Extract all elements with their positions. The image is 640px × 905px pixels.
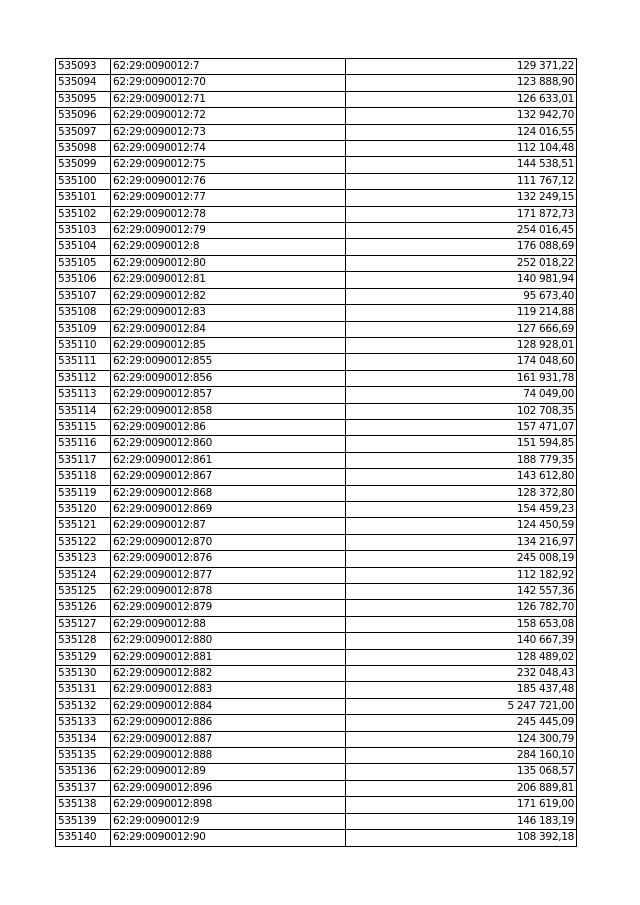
cadastral-value-cell: 142 557,36 <box>346 584 577 600</box>
table-row <box>56 387 577 403</box>
cadastral-number-cell: 62:29:0090012:9 <box>111 813 346 829</box>
table-row <box>56 551 577 567</box>
table-row <box>56 337 577 353</box>
row-id-cell: 535121 <box>56 518 111 534</box>
row-id-cell: 535132 <box>56 698 111 714</box>
cadastral-value-cell: 126 633,01 <box>346 91 577 107</box>
cadastral-number-cell: 62:29:0090012:881 <box>111 649 346 665</box>
cadastral-value-cell: 140 981,94 <box>346 272 577 288</box>
row-id-cell: 535133 <box>56 715 111 731</box>
cadastral-value-cell: 171 619,00 <box>346 797 577 813</box>
cadastral-number-cell: 62:29:0090012:879 <box>111 600 346 616</box>
table-row <box>56 124 577 140</box>
table-row <box>56 370 577 386</box>
cadastral-number-cell: 62:29:0090012:868 <box>111 485 346 501</box>
cadastral-number-cell: 62:29:0090012:81 <box>111 272 346 288</box>
cadastral-value-cell: 158 653,08 <box>346 616 577 632</box>
cadastral-number-cell: 62:29:0090012:82 <box>111 288 346 304</box>
cadastral-number-cell: 62:29:0090012:856 <box>111 370 346 386</box>
row-id-cell: 535114 <box>56 403 111 419</box>
cadastral-number-cell: 62:29:0090012:87 <box>111 518 346 534</box>
cadastral-value-cell: 124 016,55 <box>346 124 577 140</box>
cadastral-number-cell: 62:29:0090012:71 <box>111 91 346 107</box>
cadastral-value-cell: 157 471,07 <box>346 419 577 435</box>
cadastral-value-cell: 95 673,40 <box>346 288 577 304</box>
row-id-cell: 535139 <box>56 813 111 829</box>
cadastral-number-cell: 62:29:0090012:878 <box>111 584 346 600</box>
row-id-cell: 535128 <box>56 633 111 649</box>
table-row <box>56 255 577 271</box>
row-id-cell: 535101 <box>56 190 111 206</box>
cadastral-value-cell: 188 779,35 <box>346 452 577 468</box>
row-id-cell: 535127 <box>56 616 111 632</box>
cadastral-value-cell: 127 666,69 <box>346 321 577 337</box>
table-row <box>56 501 577 517</box>
table-row <box>56 780 577 796</box>
cadastral-value-cell: 151 594,85 <box>346 436 577 452</box>
cadastral-number-cell: 62:29:0090012:888 <box>111 748 346 764</box>
cadastral-number-cell: 62:29:0090012:886 <box>111 715 346 731</box>
cadastral-number-cell: 62:29:0090012:7 <box>111 59 346 75</box>
cadastral-number-cell: 62:29:0090012:882 <box>111 666 346 682</box>
table-row <box>56 469 577 485</box>
cadastral-number-cell: 62:29:0090012:78 <box>111 206 346 222</box>
cadastral-value-cell: 176 088,69 <box>346 239 577 255</box>
table-row <box>56 239 577 255</box>
cadastral-value-cell: 252 018,22 <box>346 255 577 271</box>
table-body <box>56 59 577 847</box>
row-id-cell: 535120 <box>56 501 111 517</box>
row-id-cell: 535093 <box>56 59 111 75</box>
row-id-cell: 535110 <box>56 337 111 353</box>
table-row <box>56 272 577 288</box>
cadastral-number-cell: 62:29:0090012:70 <box>111 75 346 91</box>
cadastral-value-cell: 112 104,48 <box>346 141 577 157</box>
cadastral-value-cell: 146 183,19 <box>346 813 577 829</box>
row-id-cell: 535129 <box>56 649 111 665</box>
row-id-cell: 535099 <box>56 157 111 173</box>
table-row <box>56 649 577 665</box>
cadastral-value-cell: 140 667,39 <box>346 633 577 649</box>
row-id-cell: 535107 <box>56 288 111 304</box>
cadastral-number-cell: 62:29:0090012:76 <box>111 173 346 189</box>
cadastral-number-cell: 62:29:0090012:8 <box>111 239 346 255</box>
table-row <box>56 666 577 682</box>
cadastral-number-cell: 62:29:0090012:80 <box>111 255 346 271</box>
cadastral-number-cell: 62:29:0090012:855 <box>111 354 346 370</box>
row-id-cell: 535105 <box>56 255 111 271</box>
table-row <box>56 75 577 91</box>
table-row <box>56 830 577 846</box>
table-row <box>56 698 577 714</box>
cadastral-number-cell: 62:29:0090012:870 <box>111 534 346 550</box>
row-id-cell: 535113 <box>56 387 111 403</box>
row-id-cell: 535122 <box>56 534 111 550</box>
table-row <box>56 633 577 649</box>
row-id-cell: 535124 <box>56 567 111 583</box>
table-row <box>56 764 577 780</box>
cadastral-number-cell: 62:29:0090012:861 <box>111 452 346 468</box>
row-id-cell: 535130 <box>56 666 111 682</box>
cadastral-value-cell: 119 214,88 <box>346 305 577 321</box>
table-row <box>56 584 577 600</box>
row-id-cell: 535109 <box>56 321 111 337</box>
table-row <box>56 715 577 731</box>
row-id-cell: 535100 <box>56 173 111 189</box>
table-row <box>56 452 577 468</box>
cadastral-value-cell: 129 371,22 <box>346 59 577 75</box>
cadastral-value-cell: 132 249,15 <box>346 190 577 206</box>
row-id-cell: 535108 <box>56 305 111 321</box>
cadastral-number-cell: 62:29:0090012:73 <box>111 124 346 140</box>
row-id-cell: 535103 <box>56 223 111 239</box>
row-id-cell: 535138 <box>56 797 111 813</box>
cadastral-number-cell: 62:29:0090012:75 <box>111 157 346 173</box>
cadastral-number-cell: 62:29:0090012:869 <box>111 501 346 517</box>
row-id-cell: 535119 <box>56 485 111 501</box>
cadastral-value-cell: 128 928,01 <box>346 337 577 353</box>
cadastral-value-cell: 128 489,02 <box>346 649 577 665</box>
cadastral-number-cell: 62:29:0090012:858 <box>111 403 346 419</box>
table-row <box>56 59 577 75</box>
cadastral-number-cell: 62:29:0090012:83 <box>111 305 346 321</box>
cadastral-number-cell: 62:29:0090012:880 <box>111 633 346 649</box>
table-row <box>56 748 577 764</box>
cadastral-number-cell: 62:29:0090012:84 <box>111 321 346 337</box>
table-row <box>56 108 577 124</box>
row-id-cell: 535104 <box>56 239 111 255</box>
row-id-cell: 535112 <box>56 370 111 386</box>
row-id-cell: 535135 <box>56 748 111 764</box>
cadastral-number-cell: 62:29:0090012:867 <box>111 469 346 485</box>
row-id-cell: 535125 <box>56 584 111 600</box>
cadastral-number-cell: 62:29:0090012:876 <box>111 551 346 567</box>
cadastral-value-cell: 134 216,97 <box>346 534 577 550</box>
table-row <box>56 567 577 583</box>
table-row <box>56 436 577 452</box>
cadastral-value-cell: 108 392,18 <box>346 830 577 846</box>
cadastral-value-cell: 254 016,45 <box>346 223 577 239</box>
cadastral-number-cell: 62:29:0090012:72 <box>111 108 346 124</box>
row-id-cell: 535098 <box>56 141 111 157</box>
table-row <box>56 173 577 189</box>
row-id-cell: 535117 <box>56 452 111 468</box>
table-row <box>56 813 577 829</box>
table-row <box>56 600 577 616</box>
cadastral-value-cell: 206 889,81 <box>346 780 577 796</box>
row-id-cell: 535094 <box>56 75 111 91</box>
table-row <box>56 141 577 157</box>
table-row <box>56 354 577 370</box>
cadastral-value-cell: 185 437,48 <box>346 682 577 698</box>
row-id-cell: 535115 <box>56 419 111 435</box>
row-id-cell: 535095 <box>56 91 111 107</box>
table-row <box>56 534 577 550</box>
cadastral-number-cell: 62:29:0090012:79 <box>111 223 346 239</box>
cadastral-number-cell: 62:29:0090012:86 <box>111 419 346 435</box>
row-id-cell: 535131 <box>56 682 111 698</box>
table-row <box>56 518 577 534</box>
cadastral-number-cell: 62:29:0090012:857 <box>111 387 346 403</box>
cadastral-value-cell: 102 708,35 <box>346 403 577 419</box>
table-row <box>56 91 577 107</box>
cadastral-number-cell: 62:29:0090012:860 <box>111 436 346 452</box>
cadastral-number-cell: 62:29:0090012:74 <box>111 141 346 157</box>
cadastral-value-cell: 132 942,70 <box>346 108 577 124</box>
table-row <box>56 616 577 632</box>
table-row <box>56 157 577 173</box>
cadastral-number-cell: 62:29:0090012:877 <box>111 567 346 583</box>
table-row <box>56 485 577 501</box>
cadastral-value-cell: 111 767,12 <box>346 173 577 189</box>
row-id-cell: 535097 <box>56 124 111 140</box>
cadastral-value-cell: 135 068,57 <box>346 764 577 780</box>
cadastral-number-cell: 62:29:0090012:90 <box>111 830 346 846</box>
row-id-cell: 535126 <box>56 600 111 616</box>
row-id-cell: 535137 <box>56 780 111 796</box>
cadastral-number-cell: 62:29:0090012:883 <box>111 682 346 698</box>
cadastral-value-cell: 154 459,23 <box>346 501 577 517</box>
table-row <box>56 305 577 321</box>
cadastral-number-cell: 62:29:0090012:884 <box>111 698 346 714</box>
row-id-cell: 535096 <box>56 108 111 124</box>
row-id-cell: 535123 <box>56 551 111 567</box>
cadastral-number-cell: 62:29:0090012:88 <box>111 616 346 632</box>
cadastral-value-cell: 128 372,80 <box>346 485 577 501</box>
cadastral-value-cell: 126 782,70 <box>346 600 577 616</box>
table-row <box>56 731 577 747</box>
cadastral-number-cell: 62:29:0090012:896 <box>111 780 346 796</box>
cadastral-number-cell: 62:29:0090012:85 <box>111 337 346 353</box>
row-id-cell: 535118 <box>56 469 111 485</box>
cadastral-value-cell: 174 048,60 <box>346 354 577 370</box>
cadastral-value-cell: 124 450,59 <box>346 518 577 534</box>
row-id-cell: 535136 <box>56 764 111 780</box>
table-row <box>56 223 577 239</box>
cadastral-number-cell: 62:29:0090012:898 <box>111 797 346 813</box>
row-id-cell: 535102 <box>56 206 111 222</box>
cadastral-value-cell: 143 612,80 <box>346 469 577 485</box>
table-row <box>56 403 577 419</box>
table-row <box>56 190 577 206</box>
cadastral-value-cell: 245 008,19 <box>346 551 577 567</box>
table-row <box>56 419 577 435</box>
cadastral-value-cell: 232 048,43 <box>346 666 577 682</box>
cadastral-value-table <box>55 58 577 847</box>
row-id-cell: 535116 <box>56 436 111 452</box>
table-row <box>56 682 577 698</box>
cadastral-number-cell: 62:29:0090012:89 <box>111 764 346 780</box>
table-row <box>56 797 577 813</box>
row-id-cell: 535134 <box>56 731 111 747</box>
table-row <box>56 206 577 222</box>
cadastral-value-cell: 74 049,00 <box>346 387 577 403</box>
table-row <box>56 288 577 304</box>
cadastral-value-cell: 284 160,10 <box>346 748 577 764</box>
cadastral-value-cell: 245 445,09 <box>346 715 577 731</box>
cadastral-number-cell: 62:29:0090012:887 <box>111 731 346 747</box>
cadastral-value-cell: 171 872,73 <box>346 206 577 222</box>
cadastral-value-cell: 124 300,79 <box>346 731 577 747</box>
cadastral-value-cell: 112 182,92 <box>346 567 577 583</box>
cadastral-number-cell: 62:29:0090012:77 <box>111 190 346 206</box>
cadastral-value-cell: 123 888,90 <box>346 75 577 91</box>
cadastral-value-cell: 161 931,78 <box>346 370 577 386</box>
cadastral-value-cell: 144 538,51 <box>346 157 577 173</box>
row-id-cell: 535106 <box>56 272 111 288</box>
row-id-cell: 535111 <box>56 354 111 370</box>
table-row <box>56 321 577 337</box>
row-id-cell: 535140 <box>56 830 111 846</box>
cadastral-value-cell: 5 247 721,00 <box>346 698 577 714</box>
